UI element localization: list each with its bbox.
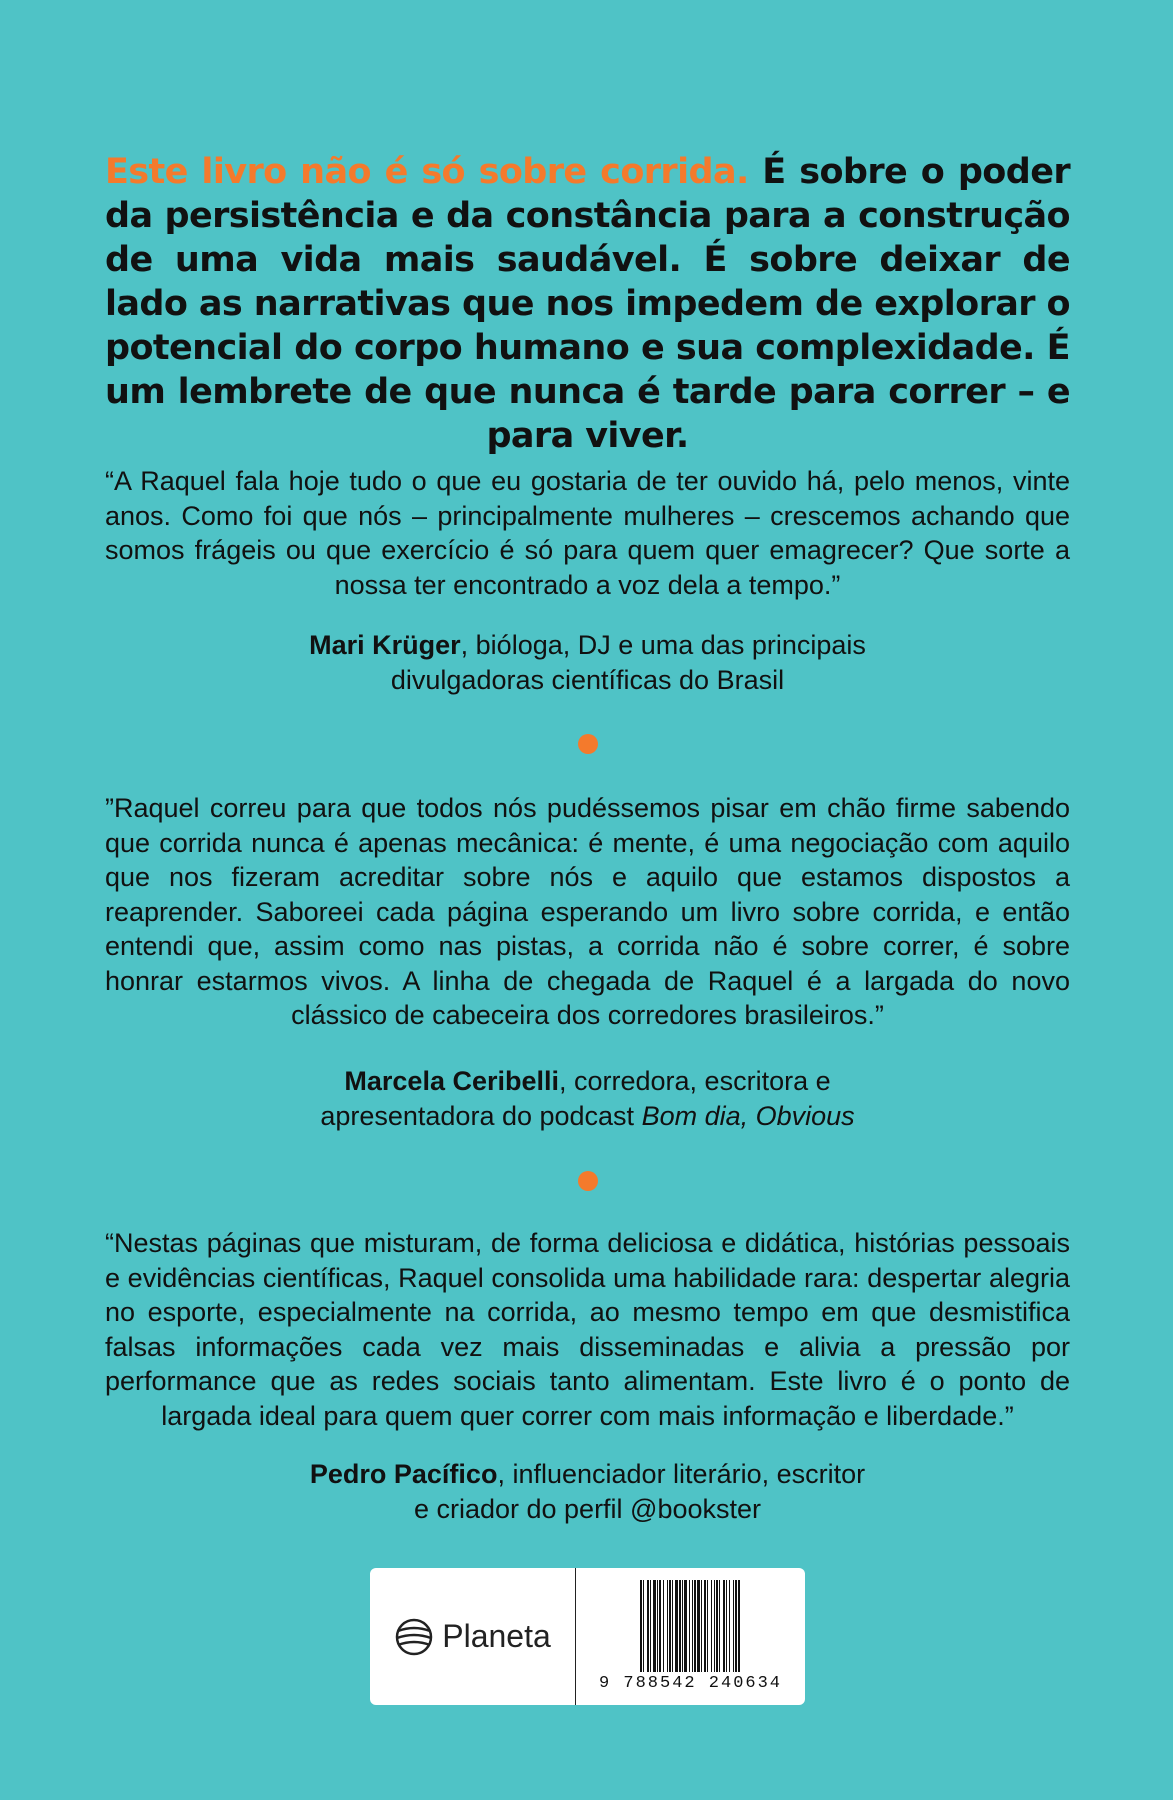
intro-paragraph <box>105 150 1070 458</box>
intro-text: É sobre o poder da persistência e da constância para a construção de uma vida mais saudável. É sobre deixar de lado as narrativas que nos impedem de explorar o potencial do corpo humano e sua complexidade. É um lembrete de que nunca é tarde para correr – e para viver. <box>105 152 1070 456</box>
separator-dot-1 <box>578 734 598 754</box>
testimonial-author-1: Mari Krüger <box>309 630 461 660</box>
publisher-logo <box>370 1568 576 1705</box>
publisher-barcode-box <box>370 1568 805 1705</box>
intro-highlight: Este livro não é só sobre corrida. <box>105 152 749 192</box>
separator-dot-2 <box>578 1171 598 1191</box>
publisher-name: Planeta <box>442 1618 551 1654</box>
testimonial-role-3b: e criador do perfil @bookster <box>413 1493 762 1524</box>
barcode <box>576 1568 805 1705</box>
testimonial-attribution-1 <box>105 628 1070 697</box>
globe-icon <box>394 1617 434 1657</box>
testimonial-quote-1: “A Raquel fala hoje tudo o que eu gostaria de ter ouvido há, pelo menos, vinte anos. Como foi que nós – principalmente mulheres – crescemos achando que somos frágeis ou que exercício é só para quem quer emagrecer? Que sorte a nossa ter encontrado a voz dela a tempo.” <box>105 466 1070 600</box>
isbn-number: 9 788542 240634 <box>598 1674 783 1693</box>
testimonial-author-3: Pedro Pacífico <box>309 1459 498 1489</box>
testimonial-attribution-2 <box>105 1064 1070 1133</box>
barcode-bars <box>640 1580 741 1672</box>
testimonial-author-2: Marcela Ceribelli <box>344 1066 559 1096</box>
testimonial-role-1b: divulgadoras científicas do Brasil <box>390 664 785 695</box>
testimonial-attribution-3 <box>105 1457 1070 1526</box>
testimonial-quote-3: “Nestas páginas que misturam, de forma deliciosa e didática, histórias pessoais e evidências científicas, Raquel consolida uma habilidade rara: despertar alegria no esporte, especialmente na corrida, ao mesmo tempo em que desmistifica falsas informações cada vez mais disseminadas e alivia a pressão por performance que as redes sociais tanto alimentam. Este livro é o ponto de largada ideal para quem quer correr com mais informação e liberdade.” <box>105 1228 1070 1431</box>
barcode-bar <box>740 1580 741 1672</box>
testimonial-role-2a: , corredora, escritora e <box>559 1066 831 1096</box>
testimonial-role-1a: , bióloga, DJ e uma das principais <box>460 630 866 660</box>
podcast-title: Bom dia, Obvious <box>641 1100 855 1131</box>
testimonial-quote-2: ”Raquel correu para que todos nós pudéssemos pisar em chão firme sabendo que corrida nunca é apenas mecânica: é mente, é uma negociação com aquilo que nos fizeram acreditar sobre nós e aquilo que estamos dispostos a reaprender. Saboreei cada página esperando um livro sobre corrida, e então entendi que, assim como nas pistas, a corrida não é sobre correr, é sobre honrar estarmos vivos. A linha de chegada de Raquel é a largada do novo clássico de cabeceira dos corredores brasileiros.” <box>105 793 1070 1030</box>
testimonial-role-2b: apresentadora do podcast <box>320 1100 642 1131</box>
testimonial-role-3a: , influenciador literário, escritor <box>497 1459 866 1489</box>
